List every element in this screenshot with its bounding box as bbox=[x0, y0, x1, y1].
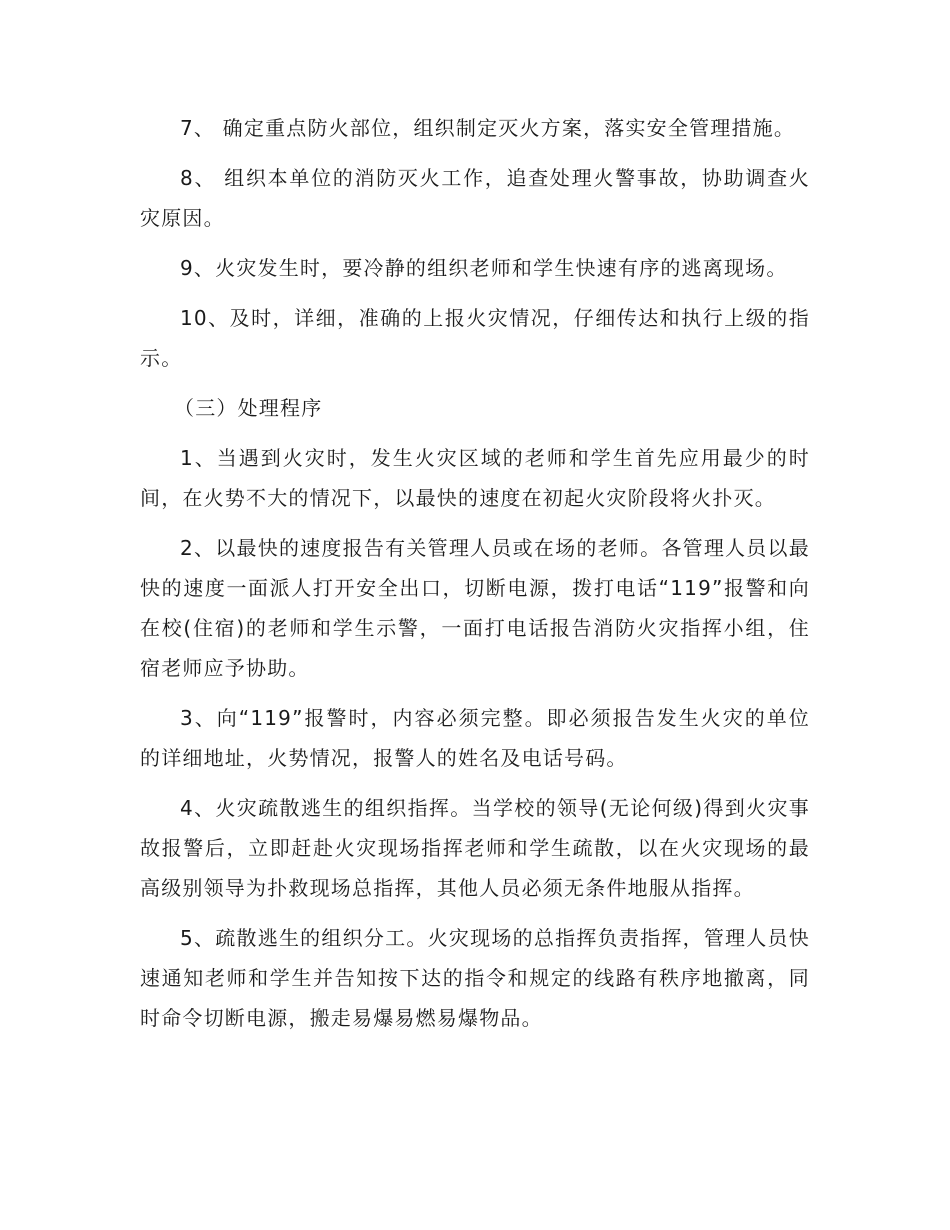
paragraph-item-8: 8、 组织本单位的消防灭火工作，追查处理火警事故，协助调查火灾原因。 bbox=[140, 166, 810, 230]
paragraph-procedure-5: 5、疏散逃生的组织分工。火灾现场的总指挥负责指挥，管理人员快速通知老师和学生并告知按下达的指令和规定的线路有秩序地撤离，同时命令切断电源，搬走易爆易燃易爆物品。 bbox=[140, 926, 810, 1030]
paragraph-procedure-1: 1、当遇到火灾时，发生火灾区域的老师和学生首先应用最少的时间，在火势不大的情况下，以最快的速度在初起火灾阶段将火扑灭。 bbox=[140, 446, 810, 510]
paragraph-procedure-2: 2、以最快的速度报告有关管理人员或在场的老师。各管理人员以最快的速度一面派人打开安全出口，切断电源，拨打电话“119”报警和向在校(住宿)的老师和学生示警，一面打电话报告消防火灾指挥小组，住宿老师应予协助。 bbox=[140, 536, 810, 680]
paragraph-procedure-3: 3、向“119”报警时，内容必须完整。即必须报告发生火灾的单位的详细地址，火势情况，报警人的姓名及电话号码。 bbox=[140, 706, 810, 770]
paragraph-procedure-4: 4、火灾疏散逃生的组织指挥。当学校的领导(无论何级)得到火灾事故报警后，立即赶赴火灾现场指挥老师和学生疏散，以在火灾现场的最高级别领导为扑救现场总指挥，其他人员必须无条件地服从指挥。 bbox=[140, 796, 810, 900]
paragraph-item-7: 7、 确定重点防火部位，组织制定灭火方案，落实安全管理措施。 bbox=[180, 116, 796, 140]
section-heading-procedure: （三）处理程序 bbox=[174, 396, 323, 420]
document-body bbox=[140, 108, 810, 1048]
paragraph-item-10: 10、及时，详细，准确的上报火灾情况，仔细传达和执行上级的指示。 bbox=[140, 306, 810, 370]
paragraph-item-9: 9、火灾发生时，要冷静的组织老师和学生快速有序的逃离现场。 bbox=[180, 256, 788, 280]
